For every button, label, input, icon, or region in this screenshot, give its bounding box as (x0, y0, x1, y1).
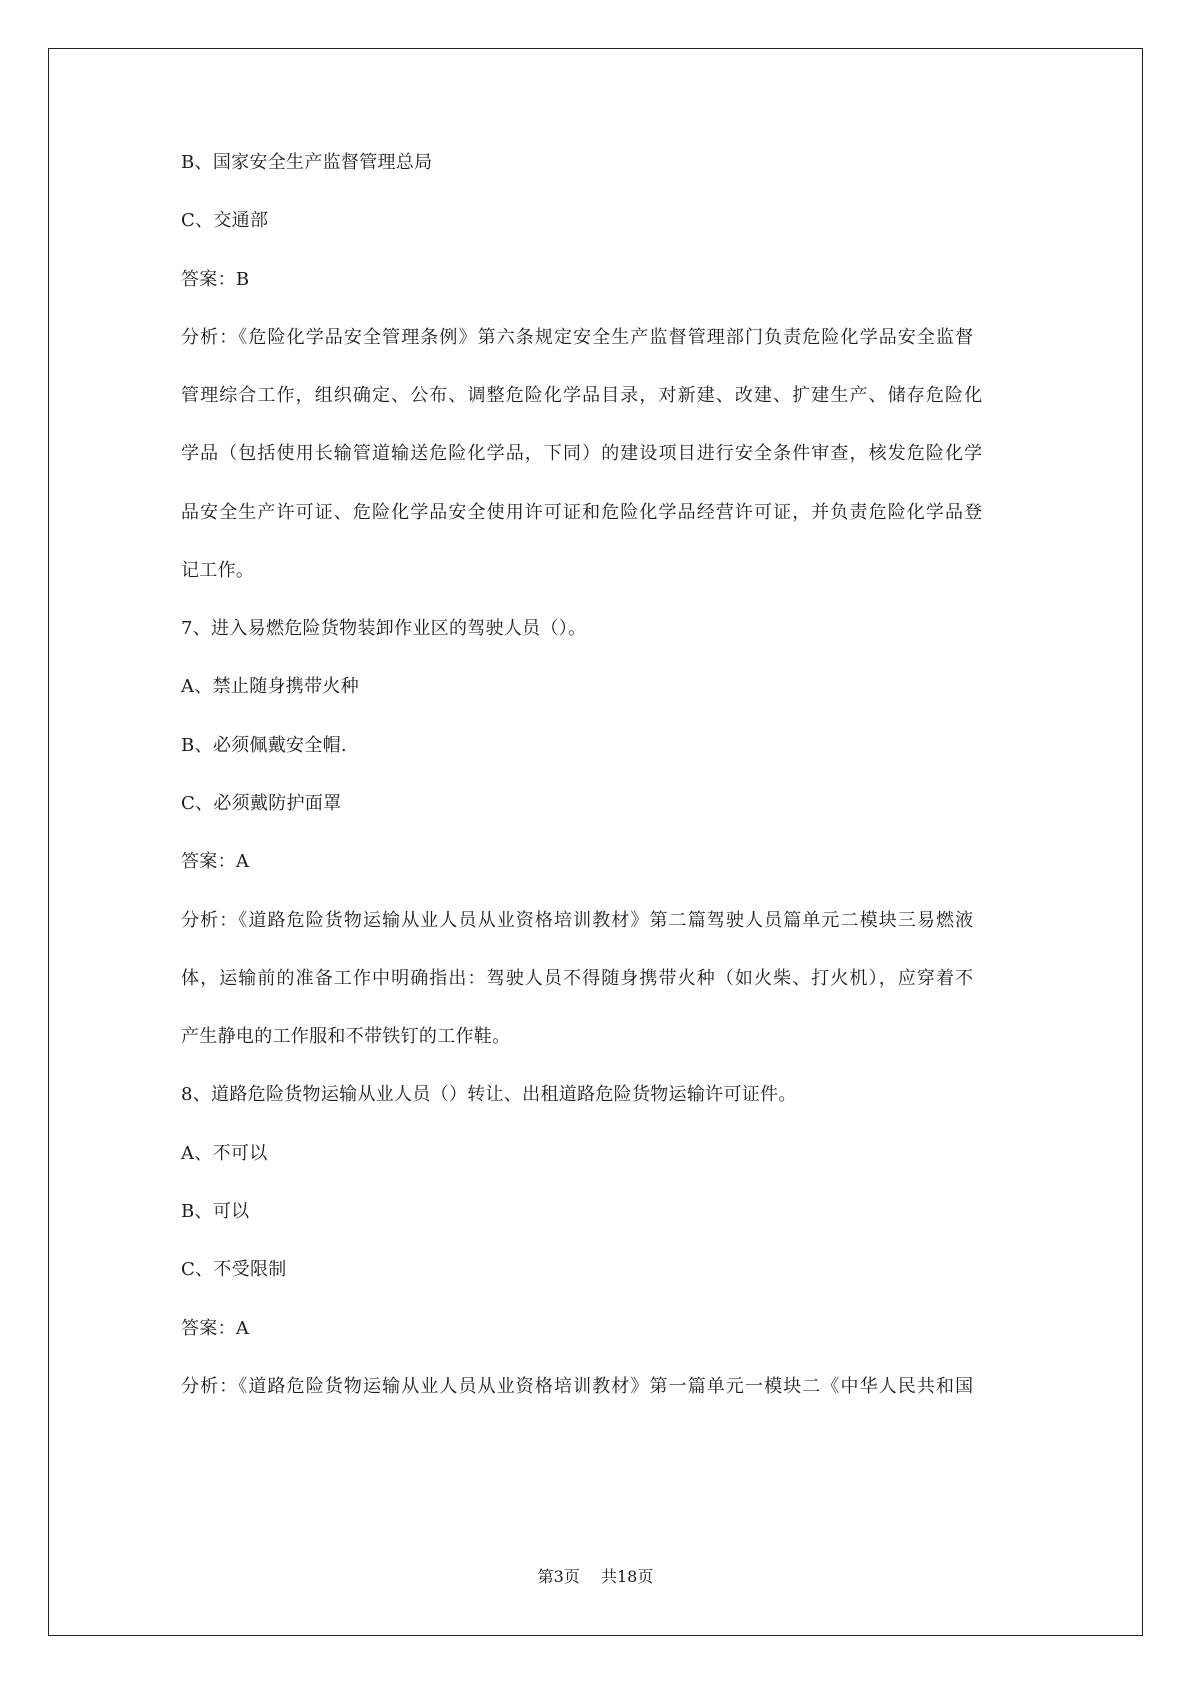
analysis-line: 管理综合工作，组织确定、公布、调整危险化学品目录，对新建、改建、扩建生产、储存危险化 (181, 385, 984, 406)
analysis-line: 分析：《道路危险货物运输从业人员从业资格培训教材》第一篇单元一模块二《中华人民共和国 (181, 1376, 975, 1397)
question-8: 8、道路危险货物运输从业人员（）转让、出租道路危险货物运输许可证件。 (181, 1084, 797, 1105)
question-7: 7、进入易燃危险货物装卸作业区的驾驶人员（）。 (181, 618, 587, 639)
answer-line: 答案：A (181, 851, 250, 872)
option-c-line: C、交通部 (181, 210, 269, 231)
option-c-line: C、不受限制 (181, 1259, 287, 1280)
analysis-line: 学品（包括使用长输管道输送危险化学品，下同）的建设项目进行安全条件审查，核发危险化学 (181, 443, 984, 464)
answer-line: 答案：B (181, 269, 250, 290)
analysis-line: 分析：《道路危险货物运输从业人员从业资格培训教材》第二篇驾驶人员篇单元二模块三易燃液 (181, 910, 975, 931)
analysis-line: 产生静电的工作服和不带铁钉的工作鞋。 (181, 1026, 511, 1047)
option-b-line: B、必须佩戴安全帽. (181, 735, 347, 756)
option-b-line: B、可以 (181, 1201, 250, 1222)
page-number: 第3页 (537, 1567, 580, 1586)
analysis-line: 体，运输前的准备工作中明确指出：驾驶人员不得随身携带火种（如火柴、打火机），应穿着不 (181, 968, 975, 989)
page-total: 共18页 (600, 1567, 654, 1586)
analysis-line: 分析：《危险化学品安全管理条例》第六条规定安全生产监督管理部门负责危险化学品安全监督 (181, 327, 975, 348)
answer-line: 答案：A (181, 1318, 250, 1339)
option-a-line: A、不可以 (181, 1143, 268, 1164)
analysis-line: 品安全生产许可证、危险化学品安全使用许可证和危险化学品经营许可证，并负责危险化学品登 (181, 502, 984, 523)
analysis-line: 记工作。 (181, 560, 255, 581)
option-a-line: A、禁止随身携带火种 (181, 676, 359, 697)
page-footer (0, 1567, 1191, 1587)
option-b-line: B、国家安全生产监督管理总局 (181, 152, 433, 173)
option-c-line: C、必须戴防护面罩 (181, 793, 342, 814)
